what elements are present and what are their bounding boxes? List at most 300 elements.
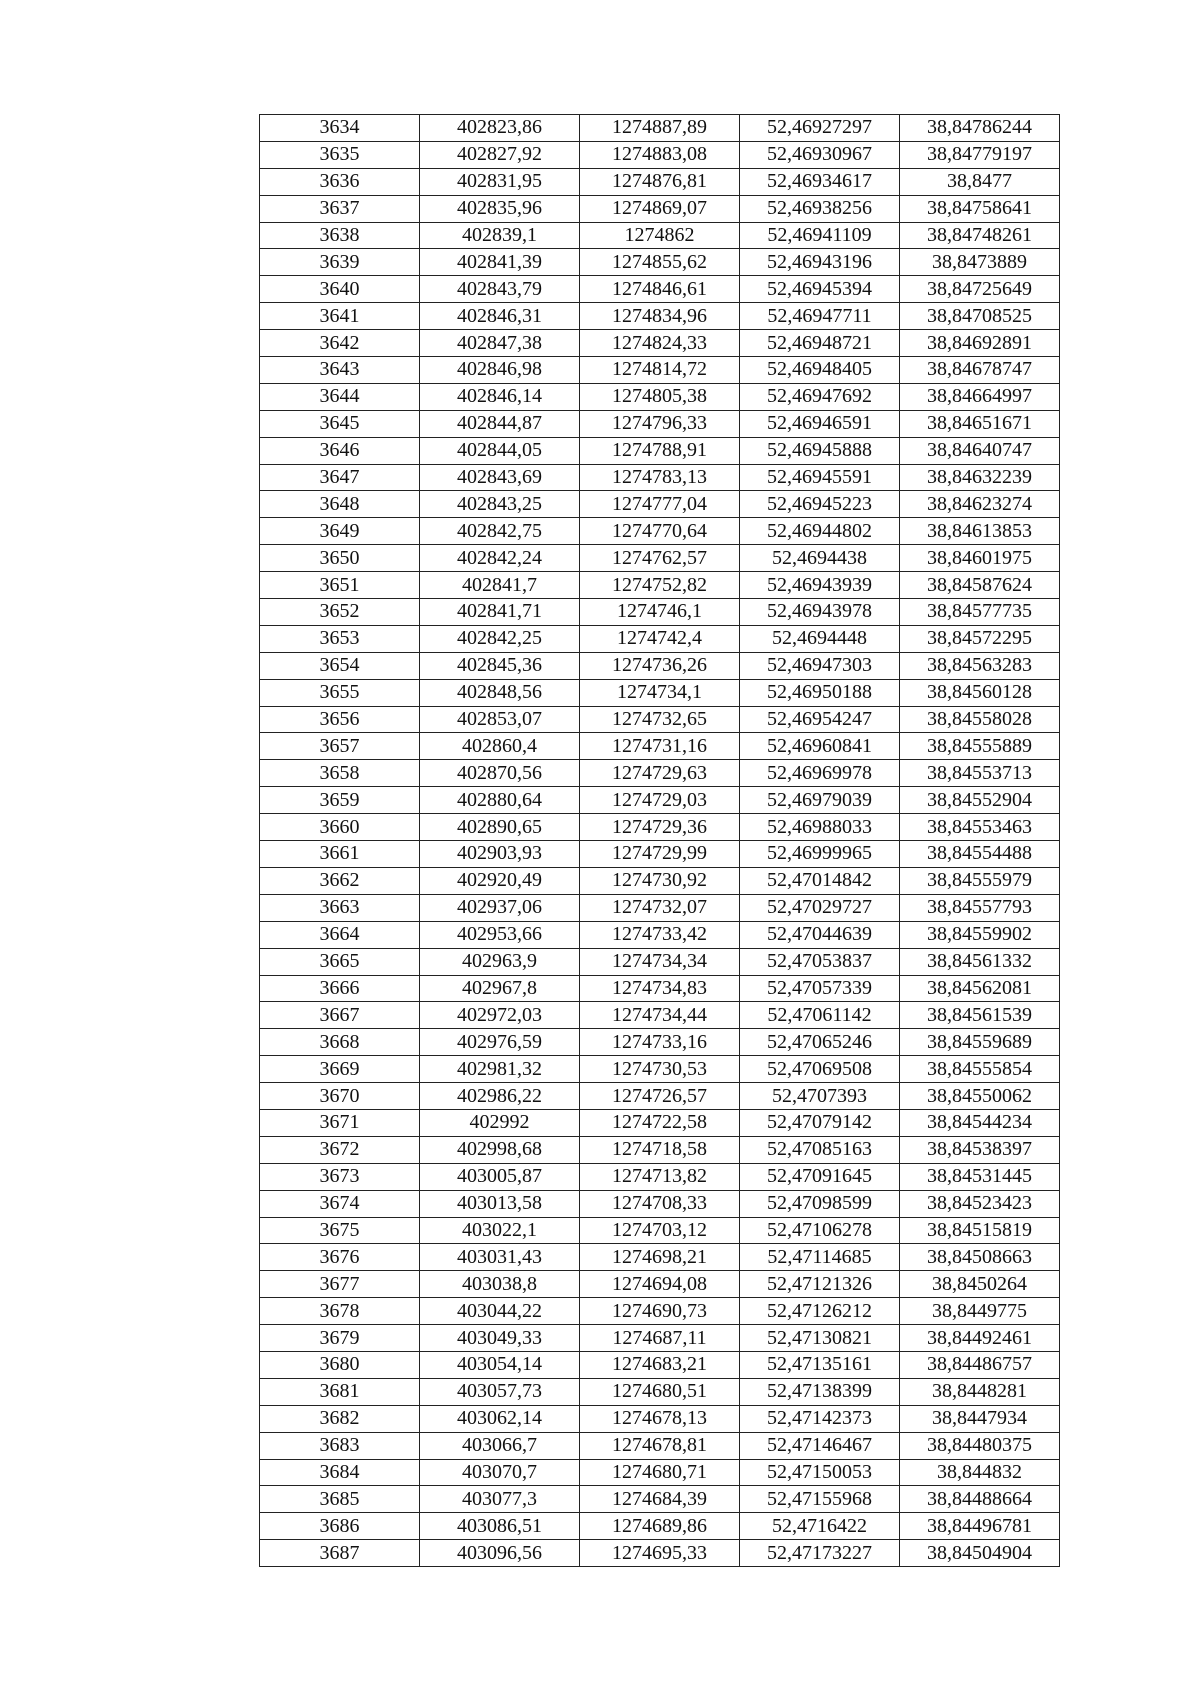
latitude-cell: 52,46945223 bbox=[740, 491, 900, 518]
table-row bbox=[260, 679, 1060, 706]
longitude-cell: 38,84664997 bbox=[900, 383, 1060, 410]
point-number-cell: 3681 bbox=[260, 1378, 420, 1405]
point-number-cell: 3666 bbox=[260, 975, 420, 1002]
longitude-cell: 38,84640747 bbox=[900, 437, 1060, 464]
x-coordinate-cell: 402843,69 bbox=[420, 464, 580, 491]
x-coordinate-cell: 402937,06 bbox=[420, 894, 580, 921]
table-row bbox=[260, 410, 1060, 437]
longitude-cell: 38,84504904 bbox=[900, 1540, 1060, 1567]
longitude-cell: 38,84563283 bbox=[900, 652, 1060, 679]
latitude-cell: 52,47114685 bbox=[740, 1244, 900, 1271]
longitude-cell: 38,84708525 bbox=[900, 303, 1060, 330]
y-coordinate-cell: 1274684,39 bbox=[580, 1486, 740, 1513]
latitude-cell: 52,46947692 bbox=[740, 383, 900, 410]
point-number-cell: 3651 bbox=[260, 572, 420, 599]
point-number-cell: 3658 bbox=[260, 760, 420, 787]
point-number-cell: 3639 bbox=[260, 249, 420, 276]
table-row bbox=[260, 841, 1060, 868]
latitude-cell: 52,47057339 bbox=[740, 975, 900, 1002]
latitude-cell: 52,47044639 bbox=[740, 921, 900, 948]
table-row bbox=[260, 867, 1060, 894]
y-coordinate-cell: 1274788,91 bbox=[580, 437, 740, 464]
table-row bbox=[260, 921, 1060, 948]
x-coordinate-cell: 402846,98 bbox=[420, 357, 580, 384]
x-coordinate-cell: 402846,31 bbox=[420, 303, 580, 330]
table-row bbox=[260, 1513, 1060, 1540]
x-coordinate-cell: 402846,14 bbox=[420, 383, 580, 410]
point-number-cell: 3634 bbox=[260, 115, 420, 142]
y-coordinate-cell: 1274726,57 bbox=[580, 1083, 740, 1110]
y-coordinate-cell: 1274846,61 bbox=[580, 276, 740, 303]
point-number-cell: 3667 bbox=[260, 1002, 420, 1029]
table-row bbox=[260, 168, 1060, 195]
longitude-cell: 38,84496781 bbox=[900, 1513, 1060, 1540]
table-row bbox=[260, 1540, 1060, 1567]
point-number-cell: 3659 bbox=[260, 787, 420, 814]
table-row bbox=[260, 1325, 1060, 1352]
x-coordinate-cell: 402841,7 bbox=[420, 572, 580, 599]
longitude-cell: 38,84577735 bbox=[900, 599, 1060, 626]
table-row bbox=[260, 1405, 1060, 1432]
longitude-cell: 38,8477 bbox=[900, 168, 1060, 195]
latitude-cell: 52,46943196 bbox=[740, 249, 900, 276]
y-coordinate-cell: 1274869,07 bbox=[580, 195, 740, 222]
table-row bbox=[260, 1136, 1060, 1163]
latitude-cell: 52,46950188 bbox=[740, 679, 900, 706]
longitude-cell: 38,84486757 bbox=[900, 1351, 1060, 1378]
x-coordinate-cell: 403049,33 bbox=[420, 1325, 580, 1352]
longitude-cell: 38,84523423 bbox=[900, 1190, 1060, 1217]
longitude-cell: 38,84492461 bbox=[900, 1325, 1060, 1352]
point-number-cell: 3656 bbox=[260, 706, 420, 733]
latitude-cell: 52,47155968 bbox=[740, 1486, 900, 1513]
point-number-cell: 3677 bbox=[260, 1271, 420, 1298]
table-row bbox=[260, 1298, 1060, 1325]
x-coordinate-cell: 402853,07 bbox=[420, 706, 580, 733]
latitude-cell: 52,47079142 bbox=[740, 1109, 900, 1136]
table-row bbox=[260, 383, 1060, 410]
longitude-cell: 38,84786244 bbox=[900, 115, 1060, 142]
latitude-cell: 52,4716422 bbox=[740, 1513, 900, 1540]
table-row bbox=[260, 1378, 1060, 1405]
x-coordinate-cell: 403044,22 bbox=[420, 1298, 580, 1325]
longitude-cell: 38,84613853 bbox=[900, 518, 1060, 545]
longitude-cell: 38,84560128 bbox=[900, 679, 1060, 706]
longitude-cell: 38,84758641 bbox=[900, 195, 1060, 222]
point-number-cell: 3664 bbox=[260, 921, 420, 948]
y-coordinate-cell: 1274796,33 bbox=[580, 410, 740, 437]
latitude-cell: 52,46945888 bbox=[740, 437, 900, 464]
y-coordinate-cell: 1274683,21 bbox=[580, 1351, 740, 1378]
coordinates-table bbox=[259, 114, 1060, 1567]
x-coordinate-cell: 402880,64 bbox=[420, 787, 580, 814]
y-coordinate-cell: 1274733,16 bbox=[580, 1029, 740, 1056]
latitude-cell: 52,46945591 bbox=[740, 464, 900, 491]
table-row bbox=[260, 249, 1060, 276]
latitude-cell: 52,46948405 bbox=[740, 357, 900, 384]
latitude-cell: 52,47098599 bbox=[740, 1190, 900, 1217]
table-row bbox=[260, 491, 1060, 518]
latitude-cell: 52,47126212 bbox=[740, 1298, 900, 1325]
latitude-cell: 52,47069508 bbox=[740, 1056, 900, 1083]
y-coordinate-cell: 1274770,64 bbox=[580, 518, 740, 545]
x-coordinate-cell: 403070,7 bbox=[420, 1459, 580, 1486]
x-coordinate-cell: 402992 bbox=[420, 1109, 580, 1136]
longitude-cell: 38,84561539 bbox=[900, 1002, 1060, 1029]
latitude-cell: 52,46947303 bbox=[740, 652, 900, 679]
latitude-cell: 52,46988033 bbox=[740, 814, 900, 841]
point-number-cell: 3647 bbox=[260, 464, 420, 491]
x-coordinate-cell: 403054,14 bbox=[420, 1351, 580, 1378]
longitude-cell: 38,84550062 bbox=[900, 1083, 1060, 1110]
longitude-cell: 38,84555889 bbox=[900, 733, 1060, 760]
latitude-cell: 52,47029727 bbox=[740, 894, 900, 921]
x-coordinate-cell: 402860,4 bbox=[420, 733, 580, 760]
latitude-cell: 52,4694448 bbox=[740, 625, 900, 652]
point-number-cell: 3668 bbox=[260, 1029, 420, 1056]
latitude-cell: 52,46946591 bbox=[740, 410, 900, 437]
x-coordinate-cell: 402848,56 bbox=[420, 679, 580, 706]
table-row bbox=[260, 195, 1060, 222]
y-coordinate-cell: 1274678,81 bbox=[580, 1432, 740, 1459]
y-coordinate-cell: 1274708,33 bbox=[580, 1190, 740, 1217]
table-row bbox=[260, 787, 1060, 814]
latitude-cell: 52,47053837 bbox=[740, 948, 900, 975]
y-coordinate-cell: 1274718,58 bbox=[580, 1136, 740, 1163]
longitude-cell: 38,8473889 bbox=[900, 249, 1060, 276]
latitude-cell: 52,46960841 bbox=[740, 733, 900, 760]
longitude-cell: 38,84488664 bbox=[900, 1486, 1060, 1513]
longitude-cell: 38,84538397 bbox=[900, 1136, 1060, 1163]
latitude-cell: 52,46945394 bbox=[740, 276, 900, 303]
table-row bbox=[260, 1083, 1060, 1110]
y-coordinate-cell: 1274734,1 bbox=[580, 679, 740, 706]
point-number-cell: 3650 bbox=[260, 545, 420, 572]
point-number-cell: 3635 bbox=[260, 141, 420, 168]
latitude-cell: 52,47138399 bbox=[740, 1378, 900, 1405]
longitude-cell: 38,84632239 bbox=[900, 464, 1060, 491]
table-row bbox=[260, 706, 1060, 733]
table-row bbox=[260, 141, 1060, 168]
longitude-cell: 38,84555979 bbox=[900, 867, 1060, 894]
table-row bbox=[260, 894, 1060, 921]
point-number-cell: 3642 bbox=[260, 330, 420, 357]
y-coordinate-cell: 1274732,65 bbox=[580, 706, 740, 733]
latitude-cell: 52,47135161 bbox=[740, 1351, 900, 1378]
latitude-cell: 52,47091645 bbox=[740, 1163, 900, 1190]
point-number-cell: 3683 bbox=[260, 1432, 420, 1459]
x-coordinate-cell: 403013,58 bbox=[420, 1190, 580, 1217]
latitude-cell: 52,47061142 bbox=[740, 1002, 900, 1029]
point-number-cell: 3685 bbox=[260, 1486, 420, 1513]
latitude-cell: 52,47173227 bbox=[740, 1540, 900, 1567]
point-number-cell: 3679 bbox=[260, 1325, 420, 1352]
x-coordinate-cell: 402963,9 bbox=[420, 948, 580, 975]
latitude-cell: 52,4694438 bbox=[740, 545, 900, 572]
latitude-cell: 52,46941109 bbox=[740, 222, 900, 249]
latitude-cell: 52,46930967 bbox=[740, 141, 900, 168]
point-number-cell: 3672 bbox=[260, 1136, 420, 1163]
table-row bbox=[260, 276, 1060, 303]
latitude-cell: 52,47142373 bbox=[740, 1405, 900, 1432]
table-row bbox=[260, 625, 1060, 652]
y-coordinate-cell: 1274729,63 bbox=[580, 760, 740, 787]
table-row bbox=[260, 357, 1060, 384]
point-number-cell: 3640 bbox=[260, 276, 420, 303]
point-number-cell: 3643 bbox=[260, 357, 420, 384]
point-number-cell: 3665 bbox=[260, 948, 420, 975]
x-coordinate-cell: 402972,03 bbox=[420, 1002, 580, 1029]
y-coordinate-cell: 1274729,36 bbox=[580, 814, 740, 841]
y-coordinate-cell: 1274883,08 bbox=[580, 141, 740, 168]
table-row bbox=[260, 518, 1060, 545]
y-coordinate-cell: 1274734,34 bbox=[580, 948, 740, 975]
x-coordinate-cell: 402839,1 bbox=[420, 222, 580, 249]
x-coordinate-cell: 402953,66 bbox=[420, 921, 580, 948]
y-coordinate-cell: 1274680,71 bbox=[580, 1459, 740, 1486]
point-number-cell: 3687 bbox=[260, 1540, 420, 1567]
y-coordinate-cell: 1274690,73 bbox=[580, 1298, 740, 1325]
longitude-cell: 38,84555854 bbox=[900, 1056, 1060, 1083]
longitude-cell: 38,84508663 bbox=[900, 1244, 1060, 1271]
x-coordinate-cell: 403031,43 bbox=[420, 1244, 580, 1271]
y-coordinate-cell: 1274752,82 bbox=[580, 572, 740, 599]
point-number-cell: 3660 bbox=[260, 814, 420, 841]
point-number-cell: 3654 bbox=[260, 652, 420, 679]
point-number-cell: 3675 bbox=[260, 1217, 420, 1244]
longitude-cell: 38,8447934 bbox=[900, 1405, 1060, 1432]
table-row bbox=[260, 760, 1060, 787]
point-number-cell: 3673 bbox=[260, 1163, 420, 1190]
longitude-cell: 38,84692891 bbox=[900, 330, 1060, 357]
table-row bbox=[260, 464, 1060, 491]
x-coordinate-cell: 402827,92 bbox=[420, 141, 580, 168]
point-number-cell: 3670 bbox=[260, 1083, 420, 1110]
x-coordinate-cell: 402841,39 bbox=[420, 249, 580, 276]
x-coordinate-cell: 403096,56 bbox=[420, 1540, 580, 1567]
point-number-cell: 3655 bbox=[260, 679, 420, 706]
y-coordinate-cell: 1274698,21 bbox=[580, 1244, 740, 1271]
latitude-cell: 52,46947711 bbox=[740, 303, 900, 330]
point-number-cell: 3663 bbox=[260, 894, 420, 921]
longitude-cell: 38,84552904 bbox=[900, 787, 1060, 814]
latitude-cell: 52,47121326 bbox=[740, 1271, 900, 1298]
point-number-cell: 3680 bbox=[260, 1351, 420, 1378]
table-row bbox=[260, 1432, 1060, 1459]
table-row bbox=[260, 733, 1060, 760]
point-number-cell: 3646 bbox=[260, 437, 420, 464]
x-coordinate-cell: 402976,59 bbox=[420, 1029, 580, 1056]
longitude-cell: 38,84562081 bbox=[900, 975, 1060, 1002]
longitude-cell: 38,8450264 bbox=[900, 1271, 1060, 1298]
longitude-cell: 38,84779197 bbox=[900, 141, 1060, 168]
table-row bbox=[260, 303, 1060, 330]
point-number-cell: 3676 bbox=[260, 1244, 420, 1271]
table-row bbox=[260, 599, 1060, 626]
latitude-cell: 52,46944802 bbox=[740, 518, 900, 545]
point-number-cell: 3645 bbox=[260, 410, 420, 437]
table-row bbox=[260, 545, 1060, 572]
point-number-cell: 3644 bbox=[260, 383, 420, 410]
table-row bbox=[260, 948, 1060, 975]
latitude-cell: 52,47150053 bbox=[740, 1459, 900, 1486]
y-coordinate-cell: 1274694,08 bbox=[580, 1271, 740, 1298]
x-coordinate-cell: 402843,25 bbox=[420, 491, 580, 518]
longitude-cell: 38,84651671 bbox=[900, 410, 1060, 437]
table-row bbox=[260, 975, 1060, 1002]
x-coordinate-cell: 402967,8 bbox=[420, 975, 580, 1002]
table-row bbox=[260, 814, 1060, 841]
x-coordinate-cell: 402998,68 bbox=[420, 1136, 580, 1163]
table-row bbox=[260, 1351, 1060, 1378]
longitude-cell: 38,844832 bbox=[900, 1459, 1060, 1486]
y-coordinate-cell: 1274731,16 bbox=[580, 733, 740, 760]
x-coordinate-cell: 402986,22 bbox=[420, 1083, 580, 1110]
x-coordinate-cell: 403038,8 bbox=[420, 1271, 580, 1298]
longitude-cell: 38,84559902 bbox=[900, 921, 1060, 948]
latitude-cell: 52,46934617 bbox=[740, 168, 900, 195]
longitude-cell: 38,84748261 bbox=[900, 222, 1060, 249]
point-number-cell: 3661 bbox=[260, 841, 420, 868]
coordinates-table-body bbox=[260, 115, 1060, 1567]
point-number-cell: 3657 bbox=[260, 733, 420, 760]
point-number-cell: 3674 bbox=[260, 1190, 420, 1217]
y-coordinate-cell: 1274746,1 bbox=[580, 599, 740, 626]
latitude-cell: 52,46927297 bbox=[740, 115, 900, 142]
longitude-cell: 38,84480375 bbox=[900, 1432, 1060, 1459]
point-number-cell: 3684 bbox=[260, 1459, 420, 1486]
table-row bbox=[260, 1109, 1060, 1136]
longitude-cell: 38,8449775 bbox=[900, 1298, 1060, 1325]
longitude-cell: 38,84725649 bbox=[900, 276, 1060, 303]
x-coordinate-cell: 403057,73 bbox=[420, 1378, 580, 1405]
y-coordinate-cell: 1274855,62 bbox=[580, 249, 740, 276]
table-row bbox=[260, 1002, 1060, 1029]
y-coordinate-cell: 1274732,07 bbox=[580, 894, 740, 921]
longitude-cell: 38,84557793 bbox=[900, 894, 1060, 921]
longitude-cell: 38,84558028 bbox=[900, 706, 1060, 733]
point-number-cell: 3636 bbox=[260, 168, 420, 195]
x-coordinate-cell: 402845,36 bbox=[420, 652, 580, 679]
y-coordinate-cell: 1274805,38 bbox=[580, 383, 740, 410]
longitude-cell: 38,84515819 bbox=[900, 1217, 1060, 1244]
longitude-cell: 38,84572295 bbox=[900, 625, 1060, 652]
table-row bbox=[260, 1217, 1060, 1244]
point-number-cell: 3652 bbox=[260, 599, 420, 626]
latitude-cell: 52,47065246 bbox=[740, 1029, 900, 1056]
x-coordinate-cell: 403022,1 bbox=[420, 1217, 580, 1244]
longitude-cell: 38,84553713 bbox=[900, 760, 1060, 787]
longitude-cell: 38,84559689 bbox=[900, 1029, 1060, 1056]
x-coordinate-cell: 403077,3 bbox=[420, 1486, 580, 1513]
y-coordinate-cell: 1274876,81 bbox=[580, 168, 740, 195]
y-coordinate-cell: 1274730,53 bbox=[580, 1056, 740, 1083]
x-coordinate-cell: 402842,24 bbox=[420, 545, 580, 572]
y-coordinate-cell: 1274762,57 bbox=[580, 545, 740, 572]
x-coordinate-cell: 403066,7 bbox=[420, 1432, 580, 1459]
longitude-cell: 38,84553463 bbox=[900, 814, 1060, 841]
y-coordinate-cell: 1274834,96 bbox=[580, 303, 740, 330]
y-coordinate-cell: 1274742,4 bbox=[580, 625, 740, 652]
y-coordinate-cell: 1274729,03 bbox=[580, 787, 740, 814]
table-row bbox=[260, 1486, 1060, 1513]
latitude-cell: 52,47085163 bbox=[740, 1136, 900, 1163]
y-coordinate-cell: 1274734,83 bbox=[580, 975, 740, 1002]
latitude-cell: 52,47146467 bbox=[740, 1432, 900, 1459]
y-coordinate-cell: 1274730,92 bbox=[580, 867, 740, 894]
longitude-cell: 38,84678747 bbox=[900, 357, 1060, 384]
x-coordinate-cell: 403005,87 bbox=[420, 1163, 580, 1190]
y-coordinate-cell: 1274703,12 bbox=[580, 1217, 740, 1244]
x-coordinate-cell: 402842,25 bbox=[420, 625, 580, 652]
latitude-cell: 52,4707393 bbox=[740, 1083, 900, 1110]
latitude-cell: 52,46938256 bbox=[740, 195, 900, 222]
table-row bbox=[260, 115, 1060, 142]
x-coordinate-cell: 402823,86 bbox=[420, 115, 580, 142]
latitude-cell: 52,46948721 bbox=[740, 330, 900, 357]
y-coordinate-cell: 1274678,13 bbox=[580, 1405, 740, 1432]
x-coordinate-cell: 402870,56 bbox=[420, 760, 580, 787]
y-coordinate-cell: 1274777,04 bbox=[580, 491, 740, 518]
latitude-cell: 52,47106278 bbox=[740, 1217, 900, 1244]
longitude-cell: 38,84601975 bbox=[900, 545, 1060, 572]
x-coordinate-cell: 402920,49 bbox=[420, 867, 580, 894]
table-row bbox=[260, 1244, 1060, 1271]
table-row bbox=[260, 1190, 1060, 1217]
point-number-cell: 3671 bbox=[260, 1109, 420, 1136]
y-coordinate-cell: 1274783,13 bbox=[580, 464, 740, 491]
longitude-cell: 38,84623274 bbox=[900, 491, 1060, 518]
y-coordinate-cell: 1274722,58 bbox=[580, 1109, 740, 1136]
y-coordinate-cell: 1274689,86 bbox=[580, 1513, 740, 1540]
point-number-cell: 3669 bbox=[260, 1056, 420, 1083]
table-row bbox=[260, 1029, 1060, 1056]
point-number-cell: 3649 bbox=[260, 518, 420, 545]
x-coordinate-cell: 403086,51 bbox=[420, 1513, 580, 1540]
table-row bbox=[260, 1163, 1060, 1190]
x-coordinate-cell: 402981,32 bbox=[420, 1056, 580, 1083]
latitude-cell: 52,46943978 bbox=[740, 599, 900, 626]
x-coordinate-cell: 402903,93 bbox=[420, 841, 580, 868]
point-number-cell: 3662 bbox=[260, 867, 420, 894]
y-coordinate-cell: 1274729,99 bbox=[580, 841, 740, 868]
longitude-cell: 38,84554488 bbox=[900, 841, 1060, 868]
point-number-cell: 3686 bbox=[260, 1513, 420, 1540]
longitude-cell: 38,84531445 bbox=[900, 1163, 1060, 1190]
point-number-cell: 3638 bbox=[260, 222, 420, 249]
latitude-cell: 52,47014842 bbox=[740, 867, 900, 894]
x-coordinate-cell: 402844,05 bbox=[420, 437, 580, 464]
longitude-cell: 38,84544234 bbox=[900, 1109, 1060, 1136]
x-coordinate-cell: 402843,79 bbox=[420, 276, 580, 303]
table-row bbox=[260, 1056, 1060, 1083]
table-row bbox=[260, 652, 1060, 679]
x-coordinate-cell: 402841,71 bbox=[420, 599, 580, 626]
y-coordinate-cell: 1274713,82 bbox=[580, 1163, 740, 1190]
y-coordinate-cell: 1274824,33 bbox=[580, 330, 740, 357]
x-coordinate-cell: 402835,96 bbox=[420, 195, 580, 222]
latitude-cell: 52,46979039 bbox=[740, 787, 900, 814]
latitude-cell: 52,47130821 bbox=[740, 1325, 900, 1352]
table-row bbox=[260, 572, 1060, 599]
point-number-cell: 3678 bbox=[260, 1298, 420, 1325]
y-coordinate-cell: 1274887,89 bbox=[580, 115, 740, 142]
x-coordinate-cell: 403062,14 bbox=[420, 1405, 580, 1432]
point-number-cell: 3653 bbox=[260, 625, 420, 652]
y-coordinate-cell: 1274736,26 bbox=[580, 652, 740, 679]
table-row bbox=[260, 222, 1060, 249]
x-coordinate-cell: 402831,95 bbox=[420, 168, 580, 195]
